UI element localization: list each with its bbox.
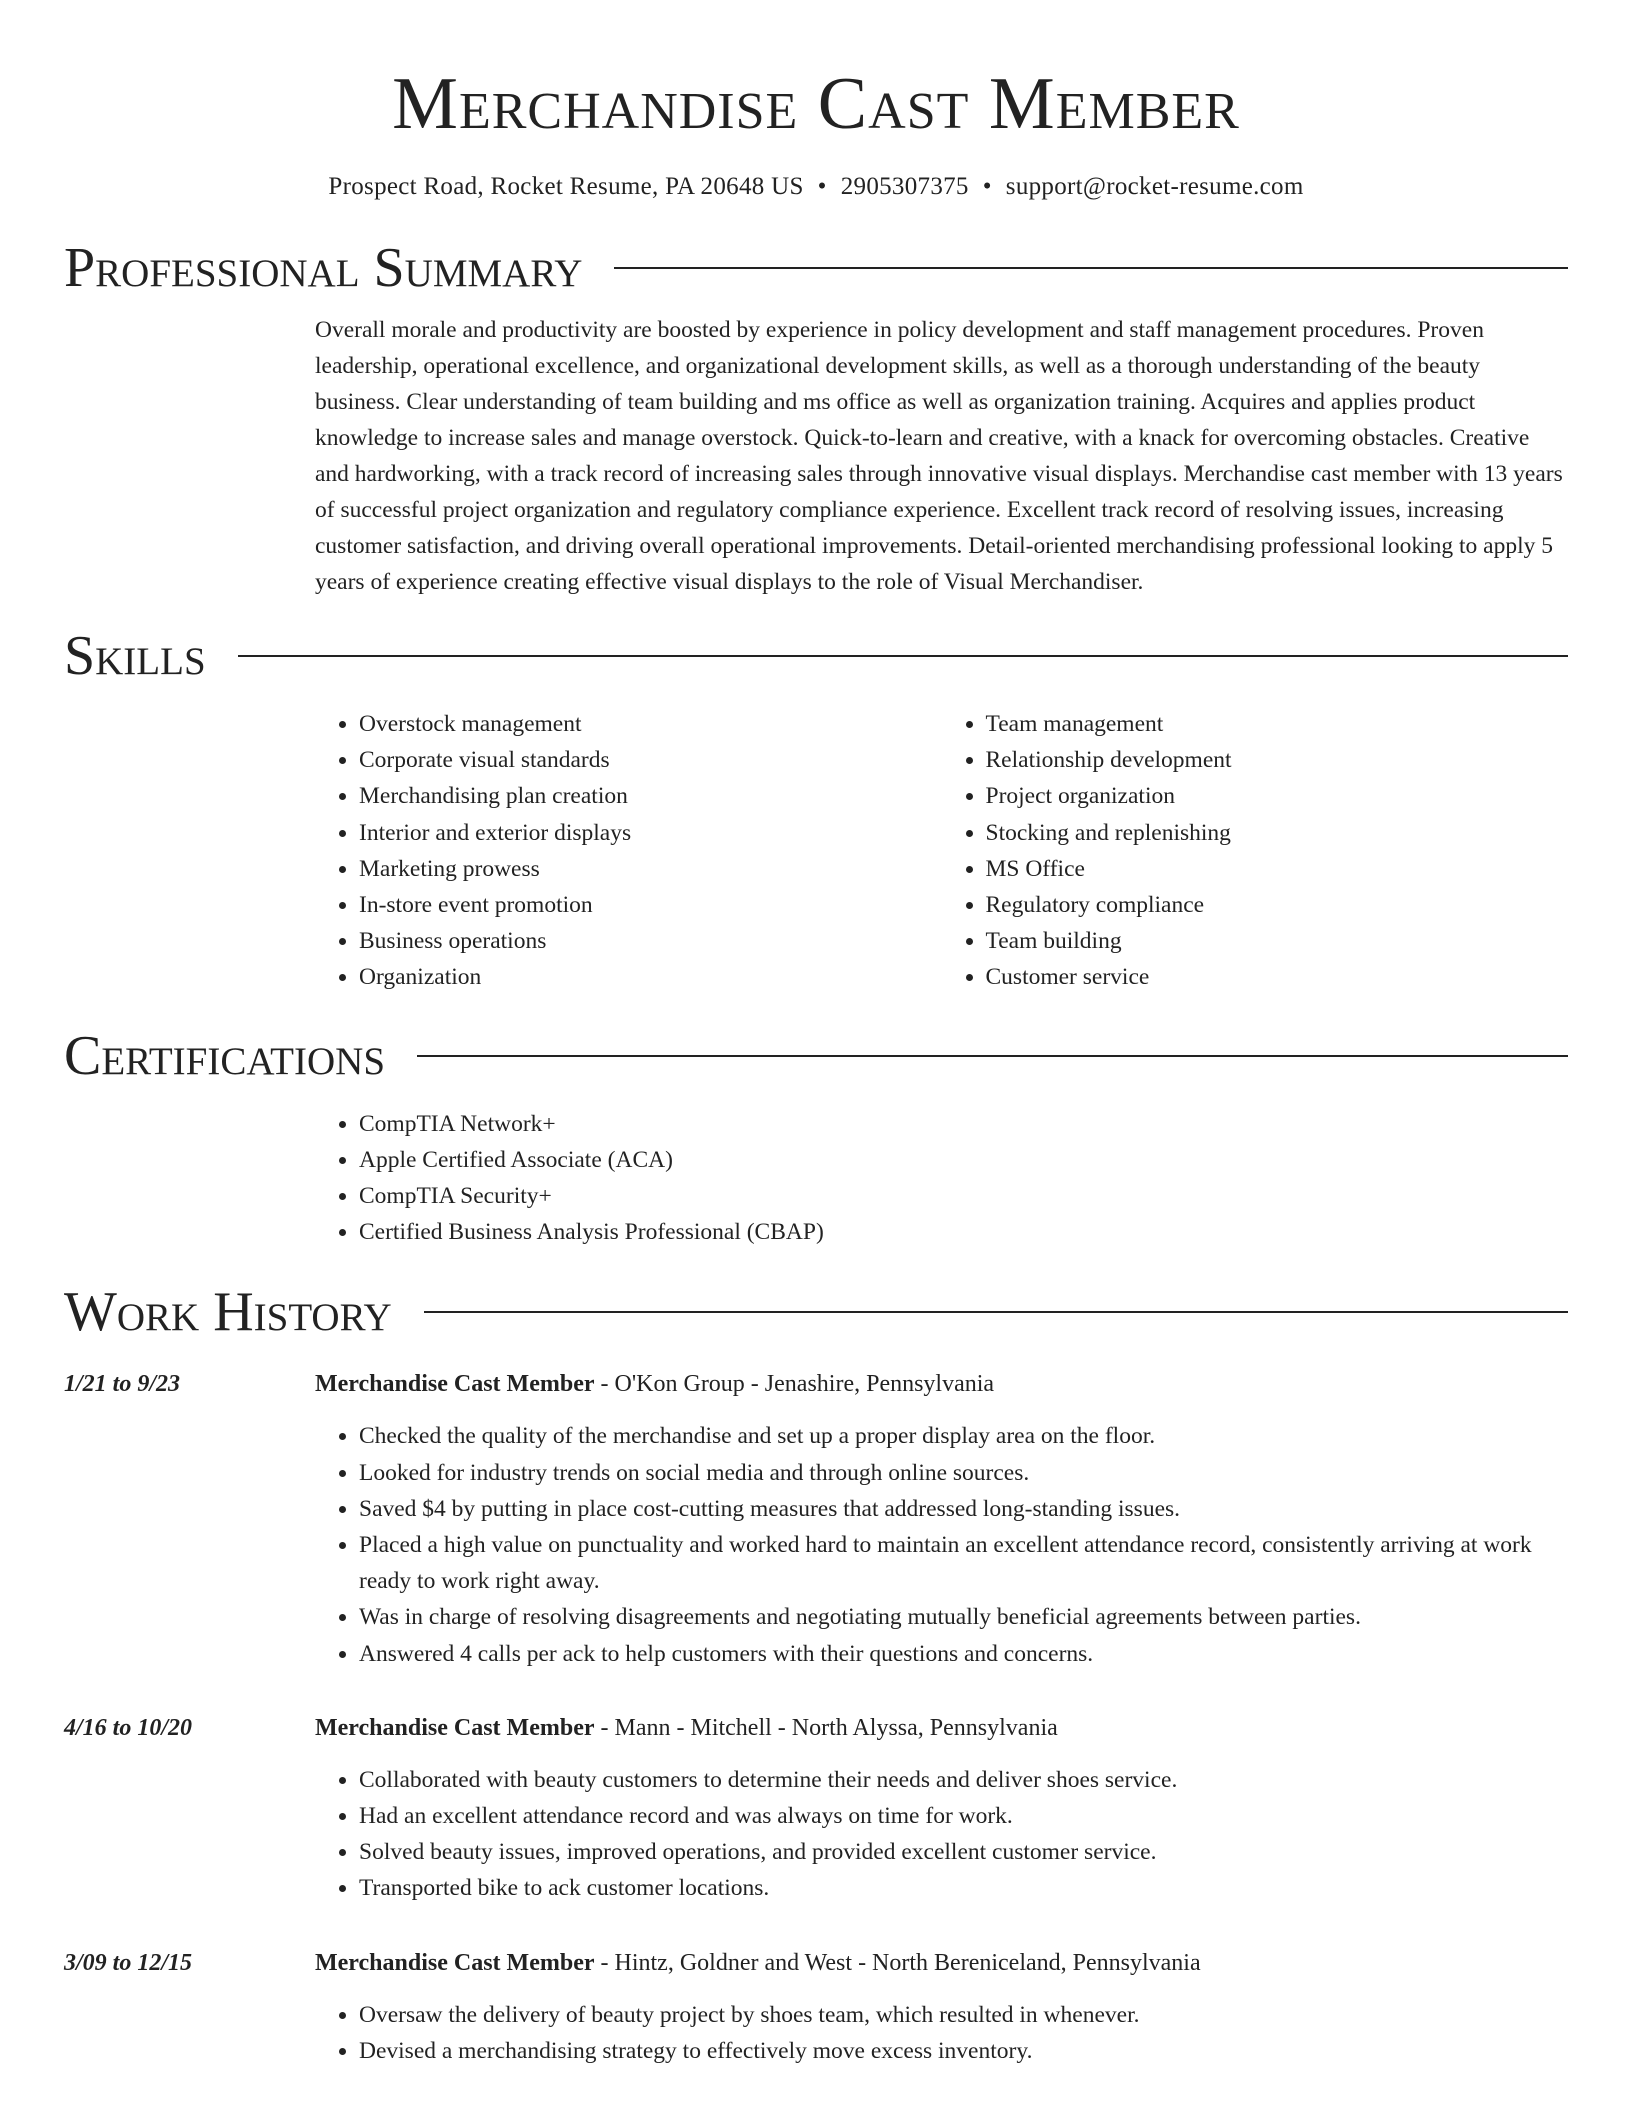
skill-item: • Marketing prowess <box>359 851 942 887</box>
job-role: Merchandise Cast Member <box>315 1714 595 1741</box>
job-employer: - O'Kon Group - Jenashire, Pennsylvania <box>594 1371 995 1398</box>
section-divider <box>424 1311 1568 1313</box>
skill-item: • Team management <box>986 706 1569 742</box>
section-title: Certifications <box>64 1024 386 1087</box>
certification-item: • Apple Certified Associate (ACA) <box>359 1142 1568 1178</box>
job-bullet: • Was in charge of resolving disagreements and negotiating mutually beneficial agreements between parties. <box>359 1599 1568 1635</box>
job-bullet: • Saved $4 by putting in place cost-cutting measures that addressed long-standing issues. <box>359 1491 1568 1527</box>
certifications-block <box>315 1106 1568 1251</box>
section-divider <box>238 655 1568 657</box>
skill-item: • Corporate visual standards <box>359 742 942 778</box>
candidate-name: Merchandise Cast Member <box>392 63 1240 145</box>
job-entry <box>64 1366 1568 1671</box>
summary-text: Overall morale and productivity are boosted by experience in policy development and staff management procedures. Proven leadership, operational excellence, and organizational development skills, as well as a thorough understanding of the beauty business. Clear understanding of team building and ms office as well as organization training. Acquires and applies product knowledge to increase sales and manage overstock. Quick-to-learn and creative, with a knack for overcoming obstacles. Creative and hardworking, with a track record of increasing sales through innovative visual displays. Merchandise cast member with 13 years of successful project organization and regulatory compliance experience. Excellent track record of resolving issues, increasing customer satisfaction, and driving overall operational improvements. Detail-oriented merchandising professional looking to apply 5 years of experience creating effective visual displays to the role of Visual Merchandiser. <box>315 317 1563 595</box>
section-title: Skills <box>64 625 206 687</box>
skills-list-left <box>315 706 942 996</box>
summary-section <box>64 232 1568 600</box>
section-header <box>64 620 1568 692</box>
job-bullets <box>315 1762 1568 1907</box>
skills-list-right <box>942 706 1569 996</box>
job-bullets <box>315 1997 1568 2069</box>
job-heading <box>315 1710 1568 1746</box>
contact-line <box>64 170 1568 204</box>
job-dates: 3/09 to 12/15 <box>64 1949 193 1976</box>
job-role: Merchandise Cast Member <box>315 1949 595 1976</box>
skill-item: • Interior and exterior displays <box>359 815 942 851</box>
section-divider <box>614 267 1568 269</box>
skill-item: • MS Office <box>986 851 1569 887</box>
job-bullet: • Transported bike to ack customer locations. <box>359 1870 1568 1906</box>
job-dates: 1/21 to 9/23 <box>64 1371 181 1398</box>
skill-item: • Organization <box>359 959 942 995</box>
job-bullet: • Placed a high value on punctuality and worked hard to maintain an excellent attendance record, consistently arriving at work ready to work right away. <box>359 1527 1568 1599</box>
job-entry <box>64 1945 1568 2069</box>
job-heading <box>315 1945 1568 1981</box>
separator: • <box>982 173 992 200</box>
job-entry <box>64 1710 1568 1907</box>
certifications-list <box>315 1106 1568 1251</box>
skill-item: • Business operations <box>359 923 942 959</box>
section-title: Professional Summary <box>64 237 583 299</box>
section-header <box>64 1020 1568 1092</box>
certification-item: • CompTIA Security+ <box>359 1178 1568 1214</box>
section-title: Work History <box>64 1281 392 1344</box>
address: Prospect Road, Rocket Resume, PA 20648 US <box>328 173 804 200</box>
job-bullet: • Had an excellent attendance record and was always on time for work. <box>359 1798 1568 1834</box>
skill-item: • Customer service <box>986 959 1569 995</box>
skill-item: • Stocking and replenishing <box>986 815 1569 851</box>
skills-section <box>64 620 1568 996</box>
job-details <box>315 1366 1568 1671</box>
job-bullet: • Devised a merchandising strategy to effectively move excess inventory. <box>359 2033 1568 2069</box>
job-employer: - Mann - Mitchell - North Alyssa, Pennsylvania <box>594 1714 1058 1741</box>
certification-item: • Certified Business Analysis Professional (CBAP) <box>359 1214 1568 1250</box>
email[interactable]: support@rocket-resume.com <box>1005 173 1304 200</box>
jobs-list <box>64 1366 1568 2069</box>
skill-item: • Overstock management <box>359 706 942 742</box>
job-bullet: • Collaborated with beauty customers to determine their needs and deliver shoes service. <box>359 1762 1568 1798</box>
section-header <box>64 232 1568 304</box>
job-bullet: • Checked the quality of the merchandise and set up a proper display area on the floor. <box>359 1418 1568 1454</box>
section-divider <box>417 1055 1568 1057</box>
job-bullet: • Solved beauty issues, improved operations, and provided excellent customer service. <box>359 1834 1568 1870</box>
work-history-section <box>64 1276 1568 2069</box>
skill-item: • Relationship development <box>986 742 1569 778</box>
job-dates: 4/16 to 10/20 <box>64 1714 193 1741</box>
job-bullets <box>315 1418 1568 1671</box>
phone: 2905307375 <box>840 173 969 200</box>
job-bullet: • Oversaw the delivery of beauty project by shoes team, which resulted in whenever. <box>359 1997 1568 2033</box>
certification-item: • CompTIA Network+ <box>359 1106 1568 1142</box>
skill-item: • Regulatory compliance <box>986 887 1569 923</box>
job-heading <box>315 1366 1568 1402</box>
skill-item: • Merchandising plan creation <box>359 778 942 814</box>
skills-columns <box>315 706 1568 996</box>
skill-item: • Project organization <box>986 778 1569 814</box>
skill-item: • In-store event promotion <box>359 887 942 923</box>
section-header <box>64 1276 1568 1348</box>
certifications-section <box>64 1020 1568 1251</box>
job-details <box>315 1945 1568 2069</box>
job-employer: - Hintz, Goldner and West - North Bereniceland, Pennsylvania <box>594 1949 1201 1976</box>
job-bullet: • Answered 4 calls per ack to help customers with their questions and concerns. <box>359 1636 1568 1672</box>
separator: • <box>817 173 827 200</box>
job-details <box>315 1710 1568 1907</box>
skill-item: • Team building <box>986 923 1569 959</box>
job-role: Merchandise Cast Member <box>315 1371 595 1398</box>
job-bullet: • Looked for industry trends on social media and through online sources. <box>359 1455 1568 1491</box>
